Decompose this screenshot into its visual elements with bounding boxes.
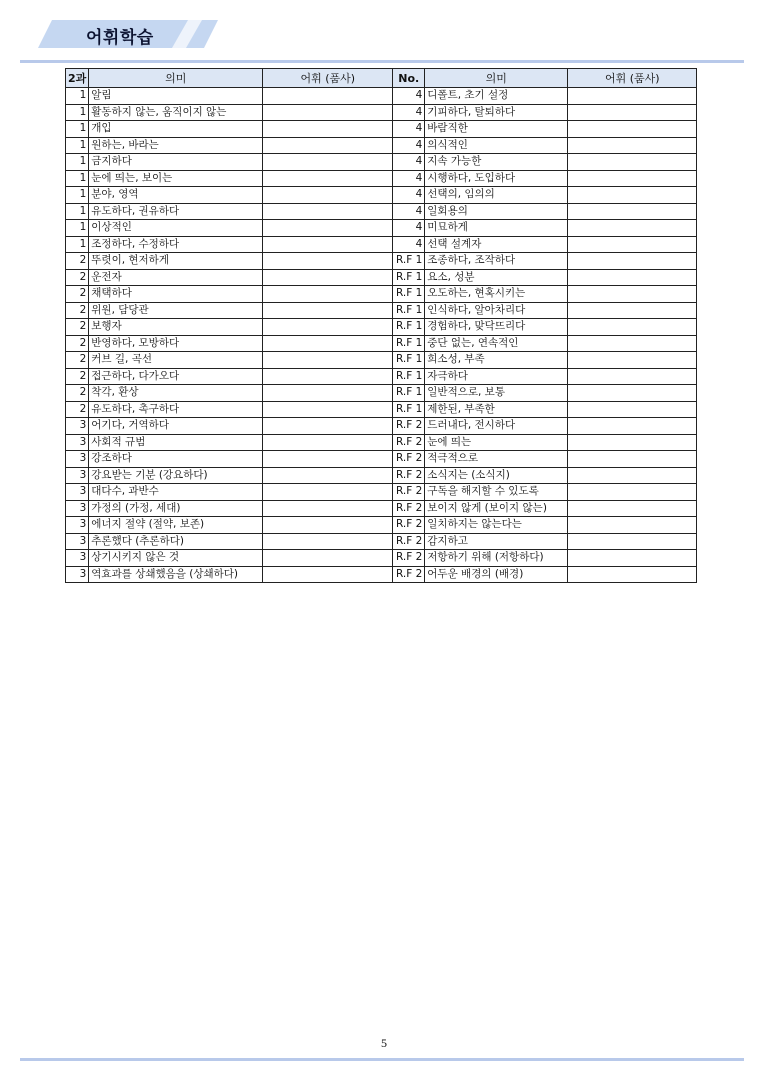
item-number-cell: 4 (393, 121, 425, 138)
meaning-cell: 중단 없는, 연속적인 (425, 335, 568, 352)
item-number-cell: R.F 2 (393, 550, 425, 567)
table-row (66, 434, 697, 451)
meaning-cell: 미묘하게 (425, 220, 568, 237)
word-answer-cell[interactable] (568, 170, 697, 187)
lesson-number-cell: 1 (66, 104, 89, 121)
header-meaning-right: 의미 (425, 69, 568, 88)
item-number-cell: 4 (393, 170, 425, 187)
word-answer-cell[interactable] (568, 335, 697, 352)
meaning-cell: 구독을 해지할 수 있도록 (425, 484, 568, 501)
table-row (66, 121, 697, 138)
word-answer-cell[interactable] (568, 88, 697, 105)
word-answer-cell[interactable] (568, 467, 697, 484)
meaning-cell: 위원, 담당관 (89, 302, 263, 319)
table-row (66, 104, 697, 121)
lesson-number-cell: 2 (66, 286, 89, 303)
item-number-cell: R.F 2 (393, 451, 425, 468)
word-answer-cell[interactable] (568, 187, 697, 204)
meaning-cell: 인식하다, 알아차리다 (425, 302, 568, 319)
lesson-number-cell: 2 (66, 352, 89, 369)
lesson-number-cell: 2 (66, 269, 89, 286)
table-row (66, 533, 697, 550)
table-row (66, 352, 697, 369)
word-answer-cell[interactable] (263, 517, 393, 534)
table-row (66, 203, 697, 220)
meaning-cell: 일회용의 (425, 203, 568, 220)
lesson-number-cell: 1 (66, 220, 89, 237)
meaning-cell: 시행하다, 도입하다 (425, 170, 568, 187)
word-answer-cell[interactable] (263, 500, 393, 517)
meaning-cell: 저항하기 위해 (저항하다) (425, 550, 568, 567)
table-row (66, 253, 697, 270)
item-number-cell: R.F 1 (393, 401, 425, 418)
item-number-cell: R.F 2 (393, 434, 425, 451)
lesson-number-cell: 1 (66, 121, 89, 138)
lesson-number-cell: 2 (66, 302, 89, 319)
table-row (66, 550, 697, 567)
word-answer-cell[interactable] (568, 203, 697, 220)
lesson-number-cell: 1 (66, 187, 89, 204)
meaning-cell: 조종하다, 조작하다 (425, 253, 568, 270)
table-row (66, 187, 697, 204)
table-row (66, 566, 697, 583)
table-row (66, 236, 697, 253)
lesson-number-cell: 1 (66, 170, 89, 187)
meaning-cell: 사회적 규범 (89, 434, 263, 451)
word-answer-cell[interactable] (568, 253, 697, 270)
lesson-number-cell: 3 (66, 484, 89, 501)
table-body (66, 88, 697, 583)
lesson-number-cell: 2 (66, 385, 89, 402)
word-answer-cell[interactable] (568, 104, 697, 121)
table-row (66, 170, 697, 187)
item-number-cell: R.F 1 (393, 253, 425, 270)
word-answer-cell[interactable] (568, 302, 697, 319)
word-answer-cell[interactable] (568, 286, 697, 303)
meaning-cell: 조정하다, 수정하다 (89, 236, 263, 253)
word-answer-cell[interactable] (568, 550, 697, 567)
word-answer-cell[interactable] (568, 484, 697, 501)
word-answer-cell[interactable] (263, 533, 393, 550)
word-answer-cell[interactable] (263, 203, 393, 220)
meaning-cell: 소식지는 (소식지) (425, 467, 568, 484)
item-number-cell: R.F 1 (393, 352, 425, 369)
meaning-cell: 분야, 영역 (89, 187, 263, 204)
meaning-cell: 추론했다 (추론하다) (89, 533, 263, 550)
lesson-number-cell: 3 (66, 418, 89, 435)
lesson-number-cell: 3 (66, 533, 89, 550)
meaning-cell: 선택 설계자 (425, 236, 568, 253)
meaning-cell: 희소성, 부족 (425, 352, 568, 369)
meaning-cell: 반영하다, 모방하다 (89, 335, 263, 352)
meaning-cell: 착각, 환상 (89, 385, 263, 402)
word-answer-cell[interactable] (263, 352, 393, 369)
meaning-cell: 개입 (89, 121, 263, 138)
meaning-cell: 일치하지는 않는다는 (425, 517, 568, 534)
lesson-number-cell: 1 (66, 203, 89, 220)
lesson-number-cell: 2 (66, 401, 89, 418)
table-row (66, 500, 697, 517)
item-number-cell: R.F 2 (393, 500, 425, 517)
table-row (66, 385, 697, 402)
table-row (66, 467, 697, 484)
table-row (66, 154, 697, 171)
table-row (66, 319, 697, 336)
word-answer-cell[interactable] (568, 236, 697, 253)
item-number-cell: R.F 2 (393, 418, 425, 435)
meaning-cell: 뚜렷이, 현저하게 (89, 253, 263, 270)
meaning-cell: 눈에 띄는 (425, 434, 568, 451)
word-answer-cell[interactable] (568, 517, 697, 534)
lesson-number-cell: 3 (66, 467, 89, 484)
item-number-cell: R.F 1 (393, 286, 425, 303)
word-answer-cell[interactable] (568, 319, 697, 336)
word-answer-cell[interactable] (263, 401, 393, 418)
item-number-cell: 4 (393, 154, 425, 171)
word-answer-cell[interactable] (568, 269, 697, 286)
bottom-divider (20, 1058, 744, 1061)
item-number-cell: 4 (393, 104, 425, 121)
item-number-cell: R.F 2 (393, 517, 425, 534)
table-row (66, 484, 697, 501)
meaning-cell: 자극하다 (425, 368, 568, 385)
meaning-cell: 오도하는, 현혹시키는 (425, 286, 568, 303)
vocabulary-table (65, 68, 697, 583)
meaning-cell: 의식적인 (425, 137, 568, 154)
item-number-cell: R.F 1 (393, 368, 425, 385)
meaning-cell: 접근하다, 다가오다 (89, 368, 263, 385)
table-row (66, 302, 697, 319)
item-number-cell: R.F 1 (393, 302, 425, 319)
item-number-cell: 4 (393, 137, 425, 154)
meaning-cell: 일반적으로, 보통 (425, 385, 568, 402)
table-row (66, 418, 697, 435)
word-answer-cell[interactable] (263, 566, 393, 583)
table-row (66, 335, 697, 352)
meaning-cell: 강조하다 (89, 451, 263, 468)
lesson-number-cell: 3 (66, 451, 89, 468)
table-row (66, 401, 697, 418)
meaning-cell: 선택의, 임의의 (425, 187, 568, 204)
meaning-cell: 드러내다, 전시하다 (425, 418, 568, 435)
meaning-cell: 요소, 성분 (425, 269, 568, 286)
meaning-cell: 적극적으로 (425, 451, 568, 468)
meaning-cell: 보이지 않게 (보이지 않는) (425, 500, 568, 517)
lesson-number-cell: 3 (66, 550, 89, 567)
item-number-cell: R.F 1 (393, 319, 425, 336)
table-row (66, 451, 697, 468)
word-answer-cell[interactable] (263, 88, 393, 105)
word-answer-cell[interactable] (263, 467, 393, 484)
meaning-cell: 유도하다, 촉구하다 (89, 401, 263, 418)
word-answer-cell[interactable] (263, 302, 393, 319)
word-answer-cell[interactable] (263, 335, 393, 352)
item-number-cell: R.F 1 (393, 269, 425, 286)
meaning-cell: 역효과를 상쇄했음을 (상쇄하다) (89, 566, 263, 583)
word-answer-cell[interactable] (263, 385, 393, 402)
word-answer-cell[interactable] (263, 550, 393, 567)
item-number-cell: 4 (393, 187, 425, 204)
meaning-cell: 감지하고 (425, 533, 568, 550)
lesson-number-cell: 2 (66, 253, 89, 270)
item-number-cell: R.F 1 (393, 335, 425, 352)
word-answer-cell[interactable] (263, 220, 393, 237)
word-answer-cell[interactable] (568, 352, 697, 369)
word-answer-cell[interactable] (263, 236, 393, 253)
word-answer-cell[interactable] (568, 500, 697, 517)
header-word-right: 어휘 (품사) (568, 69, 697, 88)
header-word-left: 어휘 (품사) (263, 69, 393, 88)
word-answer-cell[interactable] (568, 368, 697, 385)
word-answer-cell[interactable] (263, 253, 393, 270)
lesson-number-cell: 2 (66, 335, 89, 352)
page-title: 어휘학습 (86, 28, 154, 48)
word-answer-cell[interactable] (568, 154, 697, 171)
lesson-number-cell: 2 (66, 368, 89, 385)
lesson-number-cell: 3 (66, 434, 89, 451)
lesson-number-cell: 1 (66, 236, 89, 253)
word-answer-cell[interactable] (568, 566, 697, 583)
meaning-cell: 가정의 (가정, 세대) (89, 500, 263, 517)
word-answer-cell[interactable] (568, 220, 697, 237)
table-header-row (66, 69, 697, 88)
lesson-number-cell: 2 (66, 319, 89, 336)
item-number-cell: R.F 2 (393, 484, 425, 501)
top-divider (20, 60, 744, 63)
meaning-cell: 디폴트, 초기 설정 (425, 88, 568, 105)
table-row (66, 269, 697, 286)
item-number-cell: 4 (393, 220, 425, 237)
lesson-number-cell: 3 (66, 500, 89, 517)
lesson-number-cell: 1 (66, 88, 89, 105)
table-row (66, 137, 697, 154)
word-answer-cell[interactable] (568, 121, 697, 138)
section-banner (38, 20, 218, 48)
meaning-cell: 알림 (89, 88, 263, 105)
table-row (66, 286, 697, 303)
meaning-cell: 어두운 배경의 (배경) (425, 566, 568, 583)
word-answer-cell[interactable] (263, 451, 393, 468)
word-answer-cell[interactable] (568, 434, 697, 451)
word-answer-cell[interactable] (568, 401, 697, 418)
table-row (66, 517, 697, 534)
header-meaning-left: 의미 (89, 69, 263, 88)
lesson-number-cell: 1 (66, 137, 89, 154)
meaning-cell: 유도하다, 권유하다 (89, 203, 263, 220)
page-number: 5 (381, 1036, 387, 1050)
meaning-cell: 강요받는 기분 (강요하다) (89, 467, 263, 484)
word-answer-cell[interactable] (263, 286, 393, 303)
word-answer-cell[interactable] (568, 451, 697, 468)
meaning-cell: 에너지 절약 (절약, 보존) (89, 517, 263, 534)
meaning-cell: 원하는, 바라는 (89, 137, 263, 154)
meaning-cell: 제한된, 부족한 (425, 401, 568, 418)
word-answer-cell[interactable] (263, 434, 393, 451)
lesson-number-cell: 3 (66, 517, 89, 534)
word-answer-cell[interactable] (568, 137, 697, 154)
item-number-cell: 4 (393, 203, 425, 220)
word-answer-cell[interactable] (263, 154, 393, 171)
meaning-cell: 대다수, 과반수 (89, 484, 263, 501)
word-answer-cell[interactable] (263, 104, 393, 121)
word-answer-cell[interactable] (263, 137, 393, 154)
meaning-cell: 활동하지 않는, 움직이지 않는 (89, 104, 263, 121)
word-answer-cell[interactable] (263, 418, 393, 435)
header-lesson: 2과 (66, 69, 89, 88)
table-row (66, 220, 697, 237)
meaning-cell: 지속 가능한 (425, 154, 568, 171)
meaning-cell: 보행자 (89, 319, 263, 336)
item-number-cell: 4 (393, 236, 425, 253)
word-answer-cell[interactable] (568, 418, 697, 435)
meaning-cell: 기피하다, 탈퇴하다 (425, 104, 568, 121)
table-row (66, 368, 697, 385)
item-number-cell: 4 (393, 88, 425, 105)
word-answer-cell[interactable] (263, 368, 393, 385)
word-answer-cell[interactable] (263, 121, 393, 138)
word-answer-cell[interactable] (568, 385, 697, 402)
item-number-cell: R.F 2 (393, 566, 425, 583)
header-no: No. (393, 69, 425, 88)
meaning-cell: 바람직한 (425, 121, 568, 138)
word-answer-cell[interactable] (263, 187, 393, 204)
item-number-cell: R.F 2 (393, 467, 425, 484)
meaning-cell: 경험하다, 맞닥뜨리다 (425, 319, 568, 336)
lesson-number-cell: 3 (66, 566, 89, 583)
word-answer-cell[interactable] (263, 484, 393, 501)
meaning-cell: 어기다, 거역하다 (89, 418, 263, 435)
meaning-cell: 채택하다 (89, 286, 263, 303)
meaning-cell: 금지하다 (89, 154, 263, 171)
item-number-cell: R.F 1 (393, 385, 425, 402)
item-number-cell: R.F 2 (393, 533, 425, 550)
meaning-cell: 눈에 띄는, 보이는 (89, 170, 263, 187)
word-answer-cell[interactable] (263, 170, 393, 187)
word-answer-cell[interactable] (568, 533, 697, 550)
meaning-cell: 운전자 (89, 269, 263, 286)
table-row (66, 88, 697, 105)
word-answer-cell[interactable] (263, 319, 393, 336)
meaning-cell: 커브 길, 곡선 (89, 352, 263, 369)
lesson-number-cell: 1 (66, 154, 89, 171)
meaning-cell: 이상적인 (89, 220, 263, 237)
word-answer-cell[interactable] (263, 269, 393, 286)
meaning-cell: 상기시키지 않은 것 (89, 550, 263, 567)
